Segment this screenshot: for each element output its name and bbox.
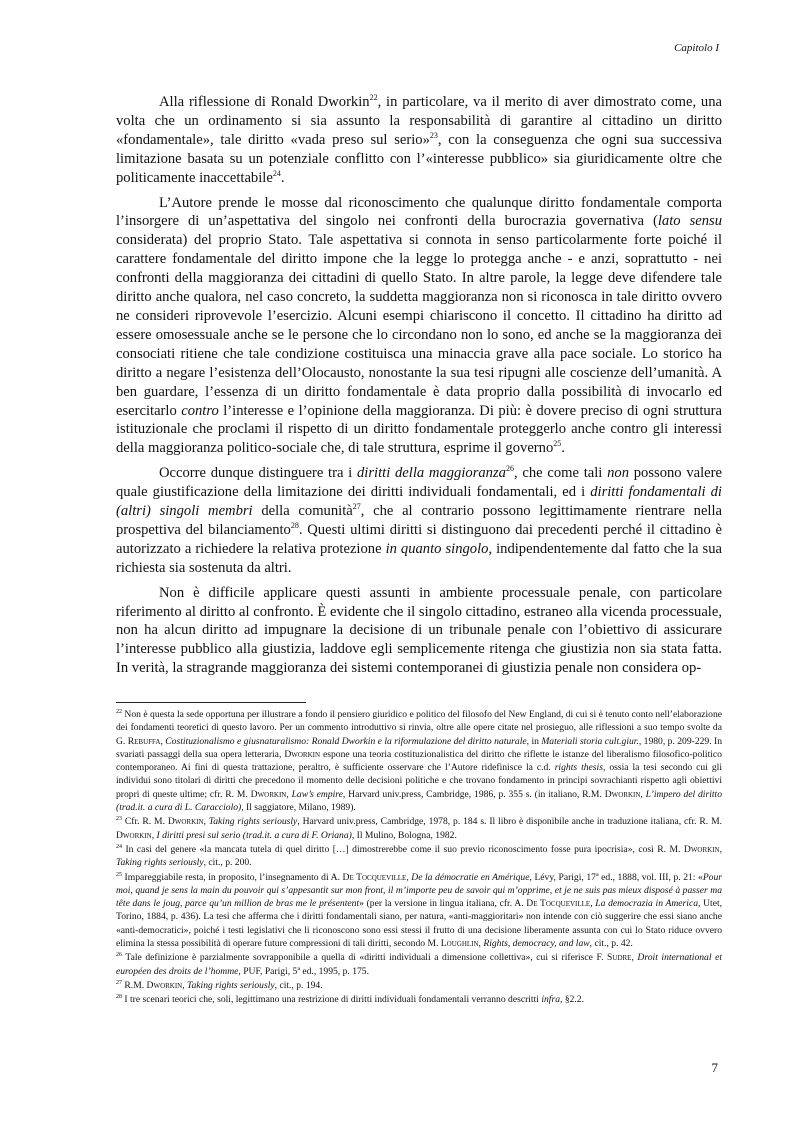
text-run: , che al contrario possono legittimamente rientrare nella prospettiva del bilanciamento	[116, 503, 723, 538]
italic-run: Taking rights seriously	[208, 816, 298, 828]
italic-run: non	[607, 465, 630, 482]
author-name: Dworkin	[167, 816, 204, 828]
footnote-ref: 23	[116, 816, 122, 823]
footnote-ref: 27	[116, 979, 122, 986]
author-name: Loughlin	[440, 938, 479, 950]
text-run: , 1980, p. 209-229. In svariati passaggi della sua opera letteraria,	[116, 735, 722, 760]
text-run: , Il saggiatore, Milano, 1989).	[241, 802, 356, 814]
text-run: , Harvard univ.press, Cambridge, 1986, p. 355 s. (in italiano, R.M.	[342, 788, 605, 800]
text-run: ,	[182, 979, 188, 991]
italic-run: Costituzionalismo e giusnaturalismo: Ronald Dworkin e la riformulazione del diritto naturale	[165, 735, 527, 747]
footnote-ref: 24	[272, 168, 281, 178]
footnote-ref: 22	[369, 93, 378, 103]
footnote-ref: 25	[553, 439, 562, 449]
italic-run: contro	[181, 402, 219, 419]
text-run: , con la conseguenza che ogni sua successiva limitazione basata su un potenziale conflitto con l’«interesse pubblico» sia giuridicamente oltre che politicamente inaccettabile	[116, 131, 722, 186]
italic-run: La democrazia in America	[595, 898, 699, 910]
text-run: , cit., p. 194.	[274, 979, 323, 991]
text-run: l’interesse e l’opinione della maggioranza. Di più: è dovere preciso di ogni struttura istituzionale che proclami il rispetto di un diritto fondamentale proteggerlo anche contro gli interessi della maggioranza politico-sociale che, di tale struttura, esprime il governo	[116, 402, 723, 457]
text-run: , Il Mulino, Bologna, 1982.	[351, 829, 457, 841]
text-run: ,	[203, 816, 209, 828]
author-name: Sudre	[607, 952, 632, 964]
italic-run: rights thesis	[554, 762, 603, 774]
text-run: , Utet, Torino, 1884, p. 436). La tesi che afferma che i diritti fondamentali siano, per natura, «anti-maggioritari» non intende con ciò suggerire che essi siano anche «anti-democratici», poiché i testi legislativi che li riconoscono sono essi stessi il frutto di una decisione liberamente assunta con cui lo Stato riduce ovvero elimina la stessa possibilità di operare future compressioni di tali diritti, secondo M.	[116, 898, 723, 950]
footnote	[116, 979, 722, 992]
footnote	[116, 951, 722, 978]
text-run: , PUF, Parigi, 5ª ed., 1995, p. 175.	[238, 965, 369, 977]
text-run: Non è difficile applicare questi assunti in ambiente processuale penale, con particolare riferimento al diritto al confronto. È evidente che il singolo cittadino, estraneo alla vicenda processuale, non ha alcun diritto ad impugnare la decisione di un tribunale penale con l’obiettivo di assicurare l’interesse pubblico alla giustizia, laddove egli semplicemente ritenga che giustizia non sia stata fatta. In verità, la stragrande maggioranza dei sistemi contemporanei di giustizia penale non considera op-	[116, 584, 722, 677]
italic-run: lato sensu	[657, 213, 722, 230]
text-run: .	[561, 440, 565, 457]
text-run: , §2.2.	[560, 994, 584, 1006]
text-run: ,	[151, 829, 157, 841]
italic-run: Materiali storia cult.giur.	[541, 735, 639, 747]
text-run: ,	[640, 788, 646, 800]
footnote	[116, 708, 722, 814]
text-run: della comunità	[252, 503, 353, 520]
text-run: In casi del genere «la mancata tutela di quel diritto […] dimostrerebbe come il suo previo riconoscimento fosse pura ipocrisia», così R. M.	[122, 843, 684, 855]
footnote-ref: 28	[290, 521, 299, 531]
footnote-ref: 23	[429, 130, 438, 140]
author-name: De Tocqueville	[526, 898, 591, 910]
text-run: , Harvard univ.press, Cambridge, 1978, p. 184 s. Il libro è disponibile anche in traduzione italiana, cfr. R. M.	[297, 816, 722, 828]
footnote-ref: 25	[116, 871, 122, 878]
text-run: , cit., p. 42.	[589, 938, 633, 950]
paragraph	[116, 584, 722, 679]
text-run: considerata) del proprio Stato. Tale aspettativa si connota in senso particolarmente forte poiché il carattere fondamentale del diritto impone che la legge lo protegga anche - e anzi, soprattutto - nei confronti della maggioranza dei cittadini di quello Stato. In altre parole, la legge deve difendere tale diritto anche qualora, nel caso concreto, la suddetta maggioranza non si riconosca in tale diritto ovvero ne consideri riprovevole l’esercizio. Alcuni esempi chiariscono il concetto. Il cittadino ha diritto ad essere omosessuale anche se le persone che lo circondano non lo sono, ed anche se la maggioranza dei consociati ritiene che tale condizione costituisca una minaccia grave alla pace sociale. Lo storico ha diritto a negare l’esistenza dell’Olocausto, nonostante la sua tesi ripugni alle coscienze dell’umanità. A ben guardare, l’essenza di un diritto fondamentale è data proprio dalla possibilità di invocarlo ed esercitarlo	[116, 232, 722, 419]
text-run: Occorre dunque distinguere tra i	[159, 465, 357, 482]
text-run: ,	[590, 898, 596, 910]
italic-run: De la démocratie en Amérique	[411, 871, 530, 883]
footnotes	[116, 708, 722, 1008]
body-text	[116, 93, 722, 684]
footnote	[116, 871, 722, 951]
text-run: possono valere quale giustificazione della limitazione dei diritti individuali fondamentali, ed i	[116, 465, 723, 501]
text-run: L’Autore prende le mosse dal riconoscimento che qualunque diritto fondamentale comporta l’insorgere di un’aspettativa del singolo nei confronti della burocrazia governativa (	[116, 194, 722, 230]
text-run: .	[280, 169, 285, 186]
footnote	[116, 815, 722, 842]
text-run: , Lévy, Parigi, 17ª ed., 1888, vol. III, p. 21: «	[529, 871, 703, 883]
italic-run: Taking rights seriously	[187, 979, 275, 991]
text-run: » (per la versione in lingua italiana, cfr. A.	[359, 898, 527, 910]
italic-run: Taking rights seriously	[116, 857, 204, 869]
author-name: Dworkin	[683, 843, 720, 855]
author-name: De Tocqueville	[342, 871, 407, 883]
text-run: ,	[719, 843, 722, 855]
author-name: Dworkin	[604, 788, 641, 800]
text-run: Impareggiabile resta, in proposito, l’insegnamento di A.	[122, 871, 343, 883]
paragraph	[116, 194, 722, 459]
author-name: Dworkin	[116, 829, 152, 841]
page-number: 7	[711, 1060, 718, 1075]
footnote-ref: 26	[505, 464, 514, 474]
text-run: ,	[406, 871, 412, 883]
author-name: Rebuffa	[127, 735, 161, 747]
paragraph	[116, 93, 722, 188]
text-run: Non è questa la sede opportuna per illustrare a fondo il pensiero giuridico e politico del filosofo del New England, di cui si è tenuto conto nell’elaborazione dei fondamenti teoretici di questo lavoro. Per un commento introduttivo si rinvia, oltre alle opere citate nel prosieguo, alle riflessioni a suo tempo svolte da G.	[116, 709, 722, 747]
text-run: , indipendentemente dal fatto che la sua richiesta sia sostenuta da altri.	[116, 540, 722, 576]
text-run: , ossia la tesi secondo cui gli individui sono titolari di diritti che precedono il momento delle decisioni politiche e che trovano fondamento in principi sovrachianti rispetto agli obiettivi propri di queste ultime; cfr. R. M.	[116, 762, 722, 800]
italic-run: infra	[541, 994, 561, 1006]
footnote-ref: 28	[116, 994, 122, 1001]
text-run: , in particolare, va il merito di aver dimostrato come, una volta che un ordinamento si sia assunto la responsabilità di garantire al cittadino un diritto «fondamentale», tale diritto «vada preso sul serio»	[116, 94, 722, 148]
footnote	[116, 843, 722, 870]
text-run: ,	[160, 735, 166, 747]
italic-run: Law’s empire	[291, 788, 343, 800]
text-run: ,	[478, 938, 484, 950]
italic-run: diritti fondamentali di (altri) singoli membri	[116, 484, 722, 520]
text-run: espone una teoria costituzionalistica del diritto che riflette le istanze del liberalismo filosofico-politico contemporaneo. Ai fini di questa trattazione, peraltro, è sufficiente osservare che l’Autore ridefinisce la c.d.	[116, 748, 722, 774]
text-run: Cfr. R. M.	[122, 816, 168, 828]
italic-run: in quanto singolo	[385, 540, 489, 557]
text-run: Alla riflessione di Ronald Dworkin	[159, 94, 370, 110]
text-run: Tale definizione è parzialmente sovrapponibile a quella di «diritti individuali a dimensione collettiva», cui si riferisce F.	[122, 952, 608, 964]
italic-run: diritti della maggioranza	[357, 465, 506, 482]
footnote-ref: 26	[116, 952, 122, 959]
paragraph	[116, 464, 722, 577]
text-run: R.M.	[122, 979, 147, 991]
text-run: , che come tali	[513, 465, 608, 482]
footnote-ref: 27	[352, 502, 361, 512]
italic-run: Droit international et européen des droits de l’homme	[116, 952, 723, 977]
italic-run: I diritti presi sul serio (trad.it. a cura di F. Oriana)	[156, 829, 352, 841]
footnote-separator	[116, 702, 306, 703]
text-run: I tre scenari teorici che, soli, legittimano una restrizione di diritti individuali fondamentali verranno descritti	[122, 994, 542, 1006]
footnote-ref: 22	[116, 708, 122, 715]
italic-run: Pour moi, quand je sens la main du pouvoir qui s’appesantit sur mon front, il m’importe peu de savoir qui m’opprime, et je ne suis pas mieux disposé à passer ma tête dans le joug, parce qu’un million de bras me le présentent	[116, 871, 722, 910]
italic-run: L’impero del diritto (trad.it. a cura di L. Caracciolo)	[116, 788, 723, 814]
text-run: ,	[286, 788, 292, 800]
author-name: Dworkin	[146, 979, 183, 991]
author-name: Dworkin	[284, 748, 321, 760]
text-run: . Questi ultimi diritti si distinguono dai precedenti perché il cittadino è autorizzato a richiedere la relativa protezione	[116, 521, 722, 557]
italic-run: Rights, democracy, and law	[483, 938, 590, 950]
text-run: , in	[526, 735, 542, 747]
footnote-ref: 24	[116, 843, 122, 850]
text-run: ,	[631, 952, 638, 964]
running-header: Capitolo I	[674, 42, 719, 54]
footnote	[116, 993, 722, 1006]
text-run: , cit., p. 200.	[203, 857, 252, 869]
author-name: Dworkin	[250, 788, 287, 800]
